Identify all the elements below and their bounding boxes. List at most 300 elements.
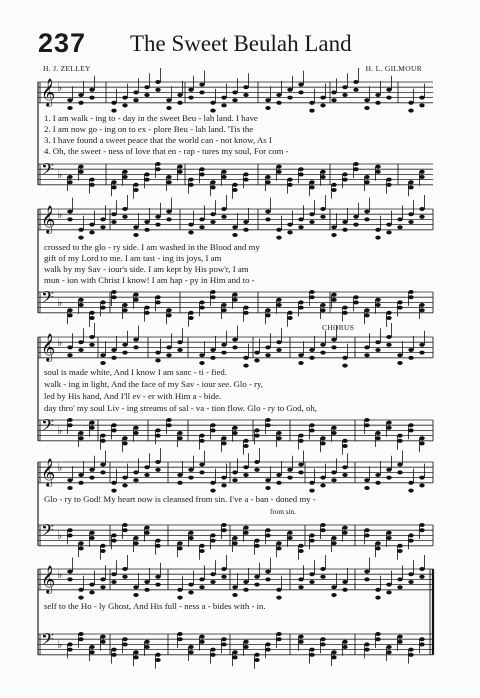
- note-head: [78, 546, 83, 550]
- note-head: [386, 311, 391, 315]
- note-head: [111, 481, 116, 485]
- note-head: [375, 541, 380, 545]
- note-head: [177, 588, 182, 592]
- note-head: [298, 434, 303, 438]
- note-head: [342, 93, 347, 97]
- note-head: [331, 90, 336, 94]
- note-head: [265, 345, 270, 349]
- note-head: [364, 570, 369, 574]
- note-head: [67, 533, 72, 537]
- note-head: [199, 434, 204, 438]
- note-head: [386, 88, 391, 92]
- note-head: [78, 170, 83, 174]
- note-head: [122, 637, 127, 641]
- note-head: [210, 212, 215, 216]
- note-head: [188, 316, 193, 320]
- note-head: [100, 434, 105, 438]
- note-head: [419, 483, 424, 487]
- note-head: [144, 228, 149, 232]
- note-head: [309, 423, 314, 427]
- note-head: [320, 215, 325, 219]
- note-head: [243, 640, 248, 644]
- note-head: [331, 478, 336, 482]
- note-head: [375, 348, 380, 352]
- note-head: [78, 93, 83, 97]
- note-head: [166, 180, 171, 184]
- note-head: [89, 311, 94, 315]
- note-head: [78, 298, 83, 302]
- note-head: [221, 642, 226, 646]
- note-head: [419, 303, 424, 307]
- note-head: [232, 183, 237, 187]
- note-head: [122, 215, 127, 219]
- note-head: [331, 225, 336, 229]
- note-head: [342, 526, 347, 530]
- note-head: [298, 353, 303, 357]
- note-head: [133, 585, 138, 589]
- note-head: [232, 298, 237, 302]
- note-head: [155, 428, 160, 432]
- note-head: [210, 220, 215, 224]
- lyric-line: soul is made white, And I know I am sanc - ti - fied.: [44, 367, 227, 377]
- note-head: [342, 178, 347, 182]
- note-head: [166, 98, 171, 102]
- lyric-line: led by His hand, And I'll ev - er with Him a - bide.: [44, 391, 222, 401]
- note-head: [122, 528, 127, 532]
- lyric-line: 1. I am walk - ing to - day in the sweet Beu - lah land. I have: [44, 113, 258, 123]
- treble-clef-icon: 𝄞: [41, 565, 56, 593]
- note-head: [111, 572, 116, 576]
- note-head: [386, 421, 391, 425]
- note-head: [276, 93, 281, 97]
- note-head: [67, 217, 72, 221]
- note-head: [364, 98, 369, 102]
- note-head: [221, 523, 226, 527]
- note-head: [375, 431, 380, 435]
- note-head: [122, 207, 127, 211]
- note-head: [287, 316, 292, 320]
- note-head: [276, 596, 281, 600]
- note-head: [243, 526, 248, 530]
- note-head: [386, 316, 391, 320]
- note-head: [89, 421, 94, 425]
- note-head: [298, 585, 303, 589]
- note-head: [100, 225, 105, 229]
- note-head: [133, 188, 138, 192]
- note-head: [188, 583, 193, 587]
- note-head: [232, 536, 237, 540]
- note-head: [89, 426, 94, 430]
- note-head: [386, 178, 391, 182]
- note-head: [166, 210, 171, 214]
- note-head: [166, 106, 171, 110]
- note-head: [243, 473, 248, 477]
- note-head: [188, 88, 193, 92]
- flat-icon: ♭: [57, 336, 63, 349]
- note-head: [243, 531, 248, 535]
- note-head: [144, 178, 149, 182]
- note-head: [210, 481, 215, 485]
- note-head: [111, 348, 116, 352]
- note-head: [342, 85, 347, 89]
- note-head: [188, 590, 193, 594]
- note-head: [210, 572, 215, 576]
- note-head: [331, 345, 336, 349]
- note-head: [67, 353, 72, 357]
- note-head: [298, 544, 303, 548]
- note-head: [155, 300, 160, 304]
- note-head: [177, 431, 182, 435]
- note-head: [100, 306, 105, 310]
- note-head: [408, 481, 413, 485]
- note-head: [298, 90, 303, 94]
- note-head: [265, 648, 270, 652]
- note-head: [265, 180, 270, 184]
- note-head: [221, 103, 226, 107]
- note-head: [166, 313, 171, 317]
- note-head: [111, 295, 116, 299]
- note-head: [342, 580, 347, 584]
- note-head: [320, 567, 325, 571]
- note-head: [331, 188, 336, 192]
- note-head: [144, 306, 149, 310]
- note-head: [397, 470, 402, 474]
- note-head: [276, 298, 281, 302]
- note-head: [188, 531, 193, 535]
- note-head: [67, 210, 72, 214]
- note-head: [210, 356, 215, 360]
- note-head: [287, 96, 292, 100]
- note-head: [177, 632, 182, 636]
- note-head: [364, 106, 369, 110]
- note-head: [364, 648, 369, 652]
- note-head: [287, 223, 292, 227]
- note-head: [67, 478, 72, 482]
- note-head: [364, 175, 369, 179]
- note-head: [177, 546, 182, 550]
- note-head: [408, 580, 413, 584]
- note-head: [67, 308, 72, 312]
- note-head: [221, 96, 226, 100]
- note-head: [243, 93, 248, 97]
- note-head: [111, 220, 116, 224]
- note-head: [188, 223, 193, 227]
- note-head: [287, 88, 292, 92]
- note-head: [265, 210, 270, 214]
- note-head: [232, 90, 237, 94]
- note-head: [298, 549, 303, 553]
- note-head: [342, 444, 347, 448]
- note-head: [419, 207, 424, 211]
- lyric-line: 2. I am now go - ing on to ex - plore Beu - lah land. 'Tis the: [44, 124, 254, 134]
- note-head: [309, 185, 314, 189]
- note-head: [221, 528, 226, 532]
- note-head: [386, 468, 391, 472]
- flat-icon: ♭: [57, 638, 63, 651]
- note-head: [320, 96, 325, 100]
- treble-clef-icon: 𝄞: [41, 458, 56, 486]
- note-head: [320, 523, 325, 527]
- note-head: [155, 544, 160, 548]
- note-head: [89, 335, 94, 339]
- note-head: [309, 648, 314, 652]
- note-head: [408, 348, 413, 352]
- note-head: [342, 439, 347, 443]
- note-head: [265, 423, 270, 427]
- note-head: [243, 645, 248, 649]
- note-head: [397, 640, 402, 644]
- note-head: [298, 306, 303, 310]
- note-head: [199, 225, 204, 229]
- note-head: [276, 436, 281, 440]
- note-head: [265, 570, 270, 574]
- note-head: [320, 175, 325, 179]
- note-head: [100, 635, 105, 639]
- note-head: [331, 585, 336, 589]
- note-head: [144, 85, 149, 89]
- note-head: [67, 98, 72, 102]
- note-head: [89, 650, 94, 654]
- note-head: [375, 236, 380, 240]
- note-head: [144, 526, 149, 530]
- note-head: [342, 645, 347, 649]
- note-head: [133, 90, 138, 94]
- note-head: [199, 90, 204, 94]
- note-head: [100, 361, 105, 365]
- note-head: [386, 183, 391, 187]
- note-head: [254, 434, 259, 438]
- note-head: [155, 295, 160, 299]
- note-head: [144, 531, 149, 535]
- note-head: [342, 531, 347, 535]
- note-head: [287, 531, 292, 535]
- note-head: [254, 575, 259, 579]
- note-head: [199, 217, 204, 221]
- note-head: [210, 489, 215, 493]
- note-head: [144, 645, 149, 649]
- note-head: [408, 533, 413, 537]
- note-head: [67, 528, 72, 532]
- note-head: [353, 167, 358, 171]
- note-head: [309, 572, 314, 576]
- note-head: [221, 567, 226, 571]
- note-head: [408, 220, 413, 224]
- note-head: [320, 103, 325, 107]
- note-head: [254, 351, 259, 355]
- note-head: [353, 80, 358, 84]
- note-head: [375, 481, 380, 485]
- note-head: [309, 356, 314, 360]
- note-head: [144, 172, 149, 176]
- note-head: [67, 648, 72, 652]
- note-head: [243, 178, 248, 182]
- note-head: [342, 356, 347, 360]
- note-head: [155, 223, 160, 227]
- note-head: [408, 648, 413, 652]
- note-head: [320, 308, 325, 312]
- note-head: [342, 465, 347, 469]
- note-head: [232, 470, 237, 474]
- note-head: [254, 583, 259, 587]
- note-head: [331, 183, 336, 187]
- note-head: [419, 642, 424, 646]
- note-head: [78, 481, 83, 485]
- note-head: [155, 88, 160, 92]
- note-head: [188, 476, 193, 480]
- note-head: [199, 577, 204, 581]
- note-head: [133, 536, 138, 540]
- note-head: [298, 463, 303, 467]
- note-head: [232, 293, 237, 297]
- note-head: [232, 338, 237, 342]
- note-head: [221, 575, 226, 579]
- note-head: [188, 183, 193, 187]
- note-head: [177, 101, 182, 105]
- note-head: [210, 101, 215, 105]
- note-head: [419, 523, 424, 527]
- note-head: [232, 225, 237, 229]
- note-head: [155, 583, 160, 587]
- note-head: [364, 577, 369, 581]
- note-head: [276, 228, 281, 232]
- lyric-line: 3. I have found a sweet peace that the world can - not know, As I: [44, 135, 272, 145]
- note-head: [408, 101, 413, 105]
- note-head: [419, 175, 424, 179]
- bass-clef-icon: 𝄢: [41, 287, 54, 311]
- note-head: [210, 653, 215, 657]
- note-head: [122, 476, 127, 480]
- note-head: [298, 361, 303, 365]
- note-head: [342, 640, 347, 644]
- note-head: [254, 358, 259, 362]
- note-head: [67, 106, 72, 110]
- note-head: [287, 468, 292, 472]
- note-head: [364, 308, 369, 312]
- note-head: [89, 343, 94, 347]
- note-head: [375, 165, 380, 169]
- note-head: [397, 549, 402, 553]
- flat-icon: ♭: [57, 168, 63, 181]
- note-head: [100, 463, 105, 467]
- note-head: [221, 351, 226, 355]
- note-head: [397, 439, 402, 443]
- note-head: [320, 575, 325, 579]
- lyric-line-tenor: from sin.: [270, 508, 296, 516]
- note-head: [276, 481, 281, 485]
- note-head: [320, 642, 325, 646]
- note-head: [243, 439, 248, 443]
- note-head: [419, 637, 424, 641]
- note-head: [221, 207, 226, 211]
- note-head: [353, 295, 358, 299]
- note-head: [122, 96, 127, 100]
- note-head: [320, 476, 325, 480]
- note-head: [276, 165, 281, 169]
- note-head: [133, 541, 138, 545]
- note-head: [232, 593, 237, 597]
- note-head: [309, 580, 314, 584]
- note-head: [199, 470, 204, 474]
- note-head: [331, 541, 336, 545]
- note-head: [155, 468, 160, 472]
- note-head: [408, 423, 413, 427]
- note-head: [188, 650, 193, 654]
- note-head: [221, 483, 226, 487]
- note-head: [331, 655, 336, 659]
- note-head: [265, 308, 270, 312]
- note-head: [188, 230, 193, 234]
- note-head: [331, 298, 336, 302]
- note-head: [265, 533, 270, 537]
- note-head: [199, 300, 204, 304]
- note-head: [375, 228, 380, 232]
- note-head: [199, 353, 204, 357]
- flat-icon: ♭: [57, 568, 63, 581]
- note-head: [276, 541, 281, 545]
- note-head: [375, 546, 380, 550]
- note-head: [221, 441, 226, 445]
- note-head: [331, 431, 336, 435]
- note-head: [89, 316, 94, 320]
- note-head: [276, 340, 281, 344]
- note-head: [89, 583, 94, 587]
- note-head: [265, 106, 270, 110]
- note-head: [320, 207, 325, 211]
- note-head: [375, 101, 380, 105]
- note-head: [133, 298, 138, 302]
- note-head: [155, 167, 160, 171]
- note-head: [144, 311, 149, 315]
- note-head: [155, 653, 160, 657]
- note-head: [100, 353, 105, 357]
- note-head: [309, 290, 314, 294]
- note-head: [353, 162, 358, 166]
- note-head: [122, 308, 127, 312]
- note-head: [419, 575, 424, 579]
- note-head: [144, 93, 149, 97]
- note-head: [221, 343, 226, 347]
- note-head: [298, 167, 303, 171]
- note-head: [397, 577, 402, 581]
- note-head: [232, 541, 237, 545]
- note-head: [155, 658, 160, 662]
- note-head: [199, 306, 204, 310]
- note-head: [419, 343, 424, 347]
- note-head: [122, 436, 127, 440]
- note-head: [177, 596, 182, 600]
- note-head: [166, 175, 171, 179]
- note-head: [419, 103, 424, 107]
- note-head: [265, 98, 270, 102]
- note-head: [155, 358, 160, 362]
- bass-clef-icon: 𝄢: [41, 520, 54, 544]
- note-head: [386, 645, 391, 649]
- note-head: [243, 356, 248, 360]
- flat-icon: ♭: [57, 461, 63, 474]
- note-head: [265, 217, 270, 221]
- note-head: [265, 353, 270, 357]
- note-head: [276, 348, 281, 352]
- bass-clef-icon: 𝄢: [41, 415, 54, 439]
- note-head: [419, 528, 424, 532]
- note-head: [353, 88, 358, 92]
- note-head: [276, 101, 281, 105]
- note-head: [210, 109, 215, 113]
- note-head: [386, 590, 391, 594]
- note-head: [419, 476, 424, 480]
- note-head: [419, 308, 424, 312]
- note-head: [408, 489, 413, 493]
